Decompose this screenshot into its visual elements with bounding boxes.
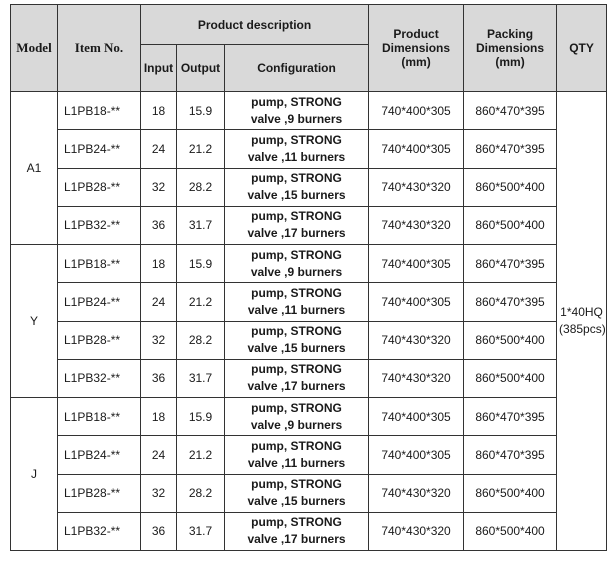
- packing-dim-cell: 860*470*395: [464, 245, 557, 283]
- product-dim-cell: 740*430*320: [369, 359, 464, 397]
- configuration-line2: valve ,11 burners: [247, 302, 346, 317]
- table-row: [11, 321, 607, 359]
- input-cell: 36: [141, 512, 177, 550]
- item-no-cell: L1PB32-**: [58, 359, 141, 397]
- table-row: [11, 283, 607, 321]
- header-packing-dimensions-line1: Packing: [487, 27, 534, 41]
- packing-dim-cell: 860*470*395: [464, 436, 557, 474]
- configuration-cell: [225, 321, 369, 359]
- qty-cell: [557, 92, 607, 551]
- configuration-cell: [225, 130, 369, 168]
- configuration-line1: pump, STRONG: [251, 94, 342, 109]
- configuration-cell: [225, 512, 369, 550]
- header-product-dimensions-line3: (mm): [401, 55, 431, 69]
- product-dim-cell: 740*400*305: [369, 130, 464, 168]
- product-dim-cell: 740*430*320: [369, 168, 464, 206]
- output-cell: 28.2: [177, 474, 225, 512]
- configuration-line2: valve ,11 burners: [247, 455, 346, 470]
- packing-dim-cell: 860*470*395: [464, 398, 557, 436]
- configuration-line2: valve ,15 burners: [247, 494, 346, 509]
- packing-dim-cell: 860*500*400: [464, 321, 557, 359]
- item-no-cell: L1PB28-**: [58, 168, 141, 206]
- header-product-description: Product description: [141, 5, 369, 45]
- configuration-line1: pump, STRONG: [251, 362, 342, 377]
- packing-dim-cell: 860*470*395: [464, 283, 557, 321]
- configuration-cell: [225, 168, 369, 206]
- packing-dim-cell: 860*500*400: [464, 512, 557, 550]
- configuration-cell: [225, 245, 369, 283]
- product-dim-cell: 740*400*305: [369, 436, 464, 474]
- product-table: [10, 4, 607, 551]
- input-cell: 18: [141, 398, 177, 436]
- configuration-line1: pump, STRONG: [251, 171, 342, 186]
- output-cell: 31.7: [177, 512, 225, 550]
- packing-dim-cell: 860*500*400: [464, 359, 557, 397]
- configuration-line2: valve ,15 burners: [247, 188, 346, 203]
- input-cell: 24: [141, 283, 177, 321]
- table-row: [11, 130, 607, 168]
- packing-dim-cell: 860*470*395: [464, 92, 557, 130]
- input-cell: 18: [141, 92, 177, 130]
- configuration-line2: valve ,9 burners: [250, 111, 343, 126]
- table-row: [11, 206, 607, 244]
- configuration-line2: valve ,17 burners: [247, 532, 346, 547]
- configuration-line1: pump, STRONG: [251, 400, 342, 415]
- header-product-dimensions-line1: Product: [393, 27, 439, 41]
- model-cell: Y: [11, 245, 58, 398]
- item-no-cell: L1PB28-**: [58, 321, 141, 359]
- input-cell: 24: [141, 130, 177, 168]
- packing-dim-cell: 860*500*400: [464, 206, 557, 244]
- configuration-cell: [225, 474, 369, 512]
- item-no-cell: L1PB18-**: [58, 92, 141, 130]
- configuration-line1: pump, STRONG: [251, 247, 342, 262]
- header-item-no: Item No.: [58, 5, 141, 92]
- header-packing-dimensions: [464, 5, 557, 92]
- header-product-dimensions-line2: Dimensions: [382, 41, 451, 55]
- input-cell: 32: [141, 321, 177, 359]
- input-cell: 36: [141, 206, 177, 244]
- output-cell: 15.9: [177, 92, 225, 130]
- configuration-line2: valve ,17 burners: [247, 226, 346, 241]
- product-dim-cell: 740*400*305: [369, 92, 464, 130]
- input-cell: 36: [141, 359, 177, 397]
- output-cell: 21.2: [177, 130, 225, 168]
- header-packing-dimensions-line3: (mm): [495, 55, 525, 69]
- product-dim-cell: 740*430*320: [369, 321, 464, 359]
- product-dim-cell: 740*400*305: [369, 283, 464, 321]
- configuration-line2: valve ,17 burners: [247, 379, 346, 394]
- output-cell: 15.9: [177, 245, 225, 283]
- configuration-line1: pump, STRONG: [251, 438, 342, 453]
- configuration-cell: [225, 92, 369, 130]
- configuration-cell: [225, 398, 369, 436]
- input-cell: 32: [141, 474, 177, 512]
- product-dim-cell: 740*430*320: [369, 206, 464, 244]
- configuration-line1: pump, STRONG: [251, 209, 342, 224]
- configuration-cell: [225, 206, 369, 244]
- configuration-line1: pump, STRONG: [251, 324, 342, 339]
- output-cell: 21.2: [177, 436, 225, 474]
- table-row: [11, 398, 607, 436]
- output-cell: 15.9: [177, 398, 225, 436]
- packing-dim-cell: 860*500*400: [464, 474, 557, 512]
- configuration-line1: pump, STRONG: [251, 132, 342, 147]
- model-cell: J: [11, 398, 58, 551]
- table-row: [11, 474, 607, 512]
- table-row: [11, 92, 607, 130]
- item-no-cell: L1PB24-**: [58, 283, 141, 321]
- qty-line1: 1*40HQ: [560, 305, 603, 319]
- configuration-line2: valve ,15 burners: [247, 341, 346, 356]
- output-cell: 31.7: [177, 206, 225, 244]
- output-cell: 28.2: [177, 168, 225, 206]
- header-input: Input: [141, 45, 177, 92]
- input-cell: 18: [141, 245, 177, 283]
- output-cell: 31.7: [177, 359, 225, 397]
- item-no-cell: L1PB32-**: [58, 206, 141, 244]
- item-no-cell: L1PB18-**: [58, 398, 141, 436]
- item-no-cell: L1PB18-**: [58, 245, 141, 283]
- input-cell: 24: [141, 436, 177, 474]
- item-no-cell: L1PB24-**: [58, 130, 141, 168]
- configuration-line1: pump, STRONG: [251, 477, 342, 492]
- packing-dim-cell: 860*500*400: [464, 168, 557, 206]
- output-cell: 21.2: [177, 283, 225, 321]
- table-row: [11, 359, 607, 397]
- item-no-cell: L1PB32-**: [58, 512, 141, 550]
- product-dim-cell: 740*400*305: [369, 245, 464, 283]
- table-row: [11, 512, 607, 550]
- output-cell: 28.2: [177, 321, 225, 359]
- configuration-cell: [225, 359, 369, 397]
- input-cell: 32: [141, 168, 177, 206]
- configuration-line2: valve ,11 burners: [247, 149, 346, 164]
- product-dim-cell: 740*430*320: [369, 474, 464, 512]
- configuration-line2: valve ,9 burners: [250, 264, 343, 279]
- packing-dim-cell: 860*470*395: [464, 130, 557, 168]
- table-row: [11, 168, 607, 206]
- header-model: Model: [11, 5, 58, 92]
- configuration-cell: [225, 283, 369, 321]
- configuration-line1: pump, STRONG: [251, 515, 342, 530]
- qty-line2: (385pcs): [559, 322, 606, 336]
- header-product-dimensions: [369, 5, 464, 92]
- table-row: [11, 245, 607, 283]
- table-row: [11, 436, 607, 474]
- item-no-cell: L1PB28-**: [58, 474, 141, 512]
- configuration-line2: valve ,9 burners: [250, 417, 343, 432]
- model-cell: A1: [11, 92, 58, 245]
- configuration-cell: [225, 436, 369, 474]
- header-qty: QTY: [557, 5, 607, 92]
- header-configuration: Configuration: [225, 45, 369, 92]
- header-output: Output: [177, 45, 225, 92]
- configuration-line1: pump, STRONG: [251, 285, 342, 300]
- header-packing-dimensions-line2: Dimensions: [476, 41, 545, 55]
- product-dim-cell: 740*400*305: [369, 398, 464, 436]
- product-dim-cell: 740*430*320: [369, 512, 464, 550]
- item-no-cell: L1PB24-**: [58, 436, 141, 474]
